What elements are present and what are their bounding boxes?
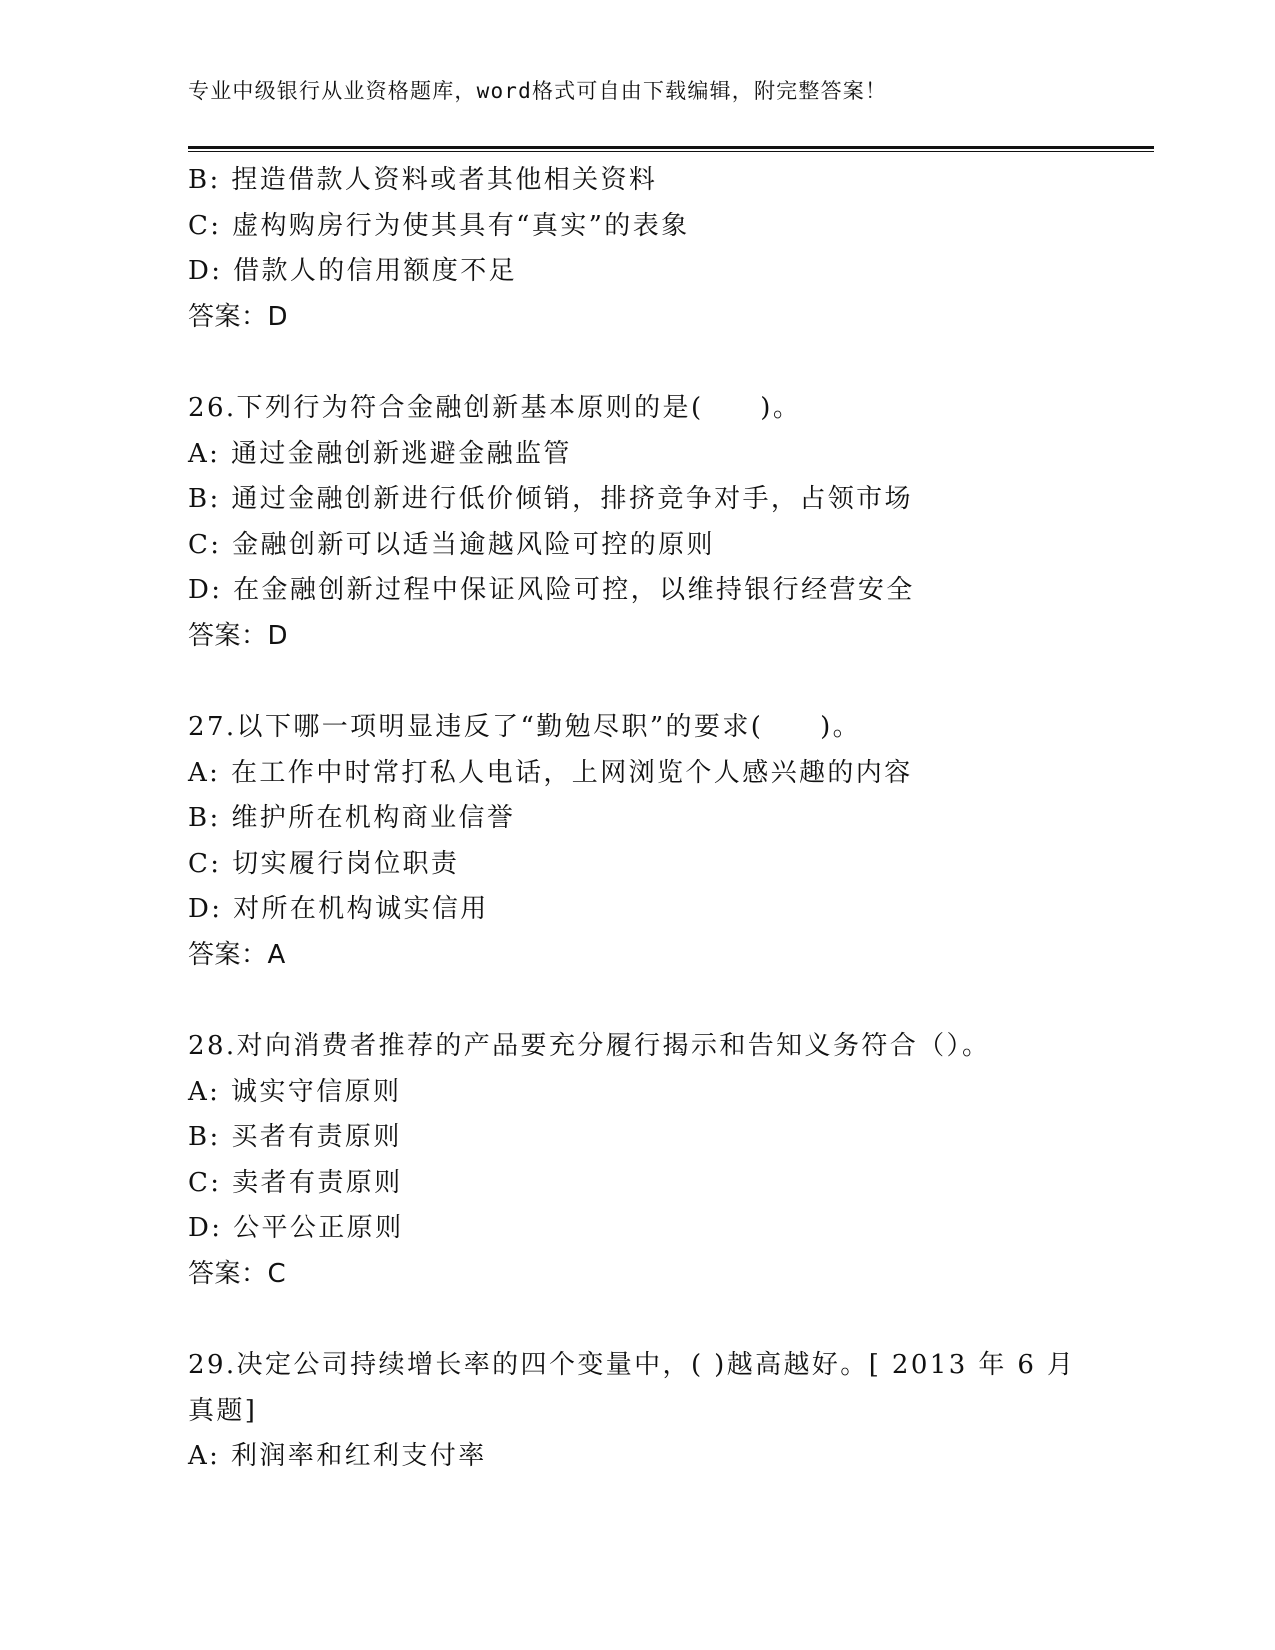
option-text: B: 维护所在机构商业信誉: [188, 803, 516, 833]
option-text: A: 通过金融创新逃避金融监管: [188, 438, 572, 469]
header-divider-thick: [188, 146, 1154, 149]
option-text: B: 通过金融创新进行低价倾销，排挤竞争对手，占领市场: [188, 484, 913, 514]
option-text: A: 诚实守信原则: [188, 1076, 402, 1107]
question-list: [188, 158, 1128, 1480]
header-divider-thin: [188, 151, 1154, 152]
question-block: [188, 705, 1128, 978]
option-text: D: 在金融创新过程中保证风险可控，以维持银行经营安全: [188, 575, 915, 605]
question-text: 26.下列行为符合金融创新基本原则的是( )。: [188, 393, 802, 423]
option-text: C: 切实履行岗位职责: [188, 848, 460, 879]
option-text: D: 对所在机构诚实信用: [188, 894, 489, 924]
option-text: D: 借款人的信用额度不足: [188, 256, 518, 286]
question-block: [188, 1024, 1128, 1297]
option-text: C: 金融创新可以适当逾越风险可控的原则: [188, 529, 715, 560]
question-text: 28.对向消费者推荐的产品要充分履行揭示和告知义务符合（）。: [188, 1031, 991, 1061]
answer-text: 答案：A: [188, 939, 286, 970]
option-text: A: 在工作中时常打私人电话，上网浏览个人感兴趣的内容: [188, 757, 913, 788]
question-block: [188, 158, 1128, 340]
question-text: 29.决定公司持续增长率的四个变量中，( )越高越好。[ 2013 年 6 月真题]: [188, 1350, 1076, 1426]
option-text: B: 买者有责原则: [188, 1122, 402, 1152]
option-text: B: 捏造借款人资料或者其他相关资料: [188, 165, 658, 195]
option-text: D: 公平公正原则: [188, 1213, 404, 1243]
option-text: C: 虚构购房行为使其具有“真实”的表象: [188, 210, 690, 241]
answer-text: 答案：D: [188, 620, 289, 651]
answer-text: 答案：C: [188, 1258, 287, 1289]
question-text: 27.以下哪一项明显违反了“勤勉尽职”的要求( )。: [188, 712, 862, 742]
option-text: A: 利润率和红利支付率: [188, 1441, 487, 1471]
option-text: C: 卖者有责原则: [188, 1167, 403, 1198]
question-block: [188, 1343, 1128, 1480]
question-block: [188, 386, 1128, 659]
answer-text: 答案：D: [188, 301, 289, 332]
page-header: 专业中级银行从业资格题库，word格式可自由下载编辑，附完整答案！: [188, 79, 888, 103]
